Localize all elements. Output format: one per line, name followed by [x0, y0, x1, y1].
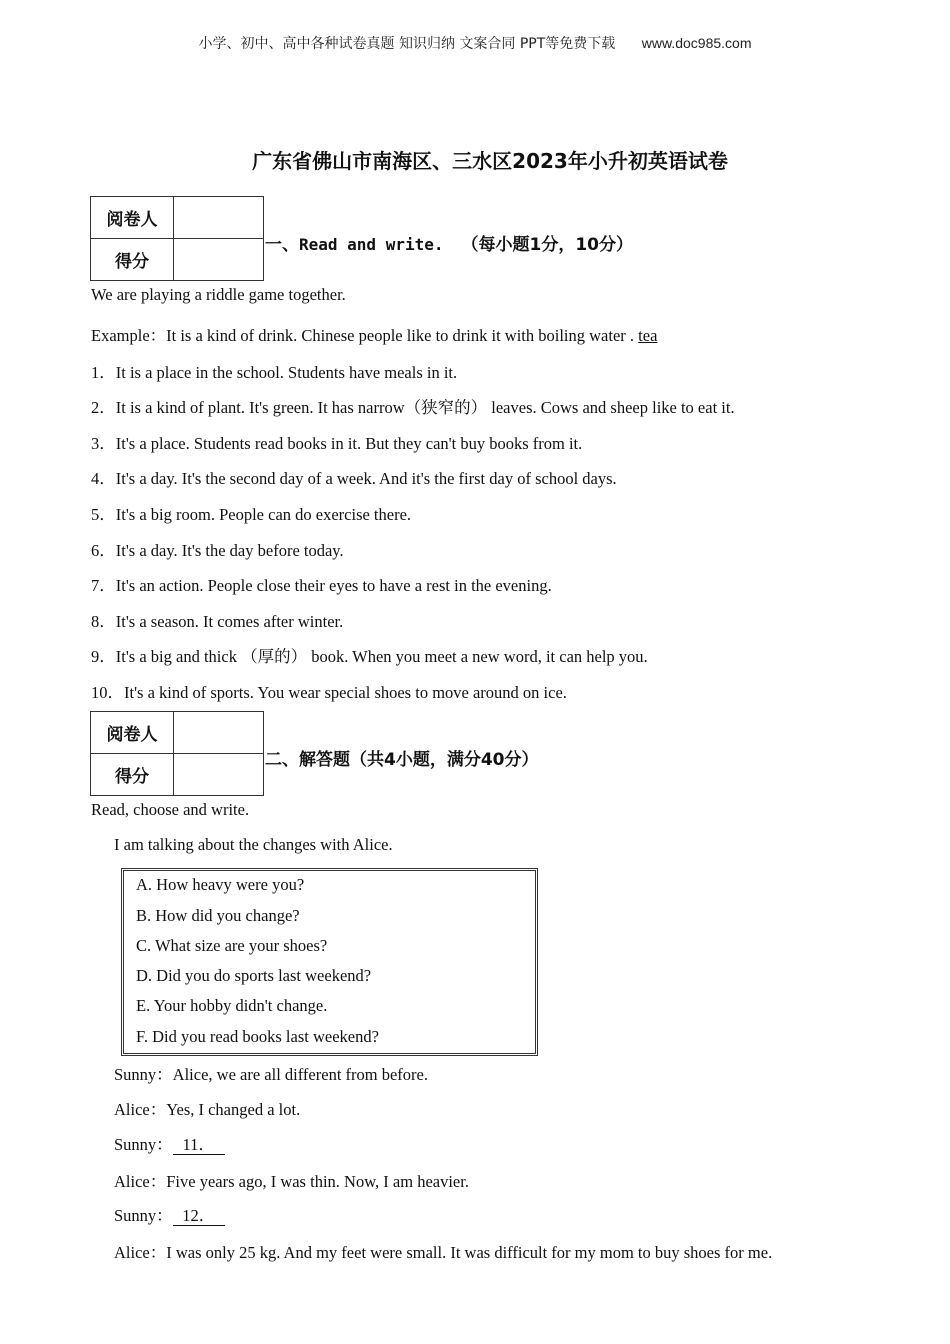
section2-title: 二、解答题（共4小题，满分40分） [265, 750, 539, 770]
dialogue-line: Alice：I was only 25 kg. And my feet were small. It was difficult for my mom to buy shoes for me. [114, 1243, 773, 1262]
answer-blank-12[interactable]: 12． [173, 1207, 225, 1226]
dialogue-line: Sunny： 12． [114, 1202, 225, 1226]
header-text: 小学、初中、高中各种试卷真题 知识归纳 文案合同 PPT等免费下载 [198, 36, 616, 52]
option-item: C. What size are your shoes? [136, 936, 328, 955]
section1-title-en: Read and write. [299, 235, 444, 254]
question-item: 5．It's a big room. People can do exercise there. [91, 505, 412, 524]
score-label: 得分 [91, 754, 174, 796]
section1-intro: We are playing a riddle game together. [91, 285, 346, 304]
dialogue-line: Alice：Yes, I changed a lot. [114, 1100, 301, 1119]
score-label: 得分 [91, 239, 174, 281]
score-table-1 [90, 196, 264, 281]
header-site-link[interactable]: www.doc985.com [641, 35, 752, 51]
question-item: 10．It's a kind of sports. You wear special shoes to move around on ice. [91, 683, 567, 702]
reviewer-cell [174, 712, 264, 754]
section2-intro: I am talking about the changes with Alice. [114, 835, 393, 854]
options-box [121, 868, 538, 1056]
score-cell [174, 754, 264, 796]
score-table-2 [90, 711, 264, 796]
reviewer-cell [174, 197, 264, 239]
option-item: F. Did you read books last weekend? [136, 1027, 379, 1046]
option-item: E. Your hobby didn't change. [136, 996, 328, 1015]
reviewer-label: 阅卷人 [91, 712, 174, 754]
question-item: 3．It's a place. Students read books in it. But they can't buy books from it. [91, 434, 583, 453]
option-item: D. Did you do sports last weekend? [136, 966, 372, 985]
question-item: 7．It's an action. People close their eyes to have a rest in the evening. [91, 576, 552, 595]
question-item: 1．It is a place in the school. Students have meals in it. [91, 363, 458, 382]
dialogue-line: Sunny： 11． [114, 1131, 225, 1155]
score-cell [174, 239, 264, 281]
option-item: B. How did you change? [136, 906, 300, 925]
section1-title-cn: （每小题1分，10分） [461, 235, 633, 255]
example-answer: tea [638, 326, 658, 345]
page-header [0, 33, 950, 53]
option-item: A. How heavy were you? [136, 875, 305, 894]
question-item: 8．It's a season. It comes after winter. [91, 612, 344, 631]
exam-title: 广东省佛山市南海区、三水区2023年小升初英语试卷 [252, 149, 728, 173]
answer-blank-11[interactable]: 11． [173, 1136, 225, 1155]
question-item: 6．It's a day. It's the day before today. [91, 541, 344, 560]
dialogue-line: Alice：Five years ago, I was thin. Now, I am heavier. [114, 1172, 469, 1191]
question-item: 9．It's a big and thick （厚的） book. When you meet a new word, it can help you. [91, 647, 648, 666]
question-item: 2．It is a kind of plant. It's green. It has narrow（狭窄的） leaves. Cows and sheep like to eat it. [91, 398, 735, 417]
reviewer-label: 阅卷人 [91, 197, 174, 239]
section2-instruction: Read, choose and write. [91, 800, 250, 819]
dialogue-line: Sunny：Alice, we are all different from before. [114, 1065, 428, 1084]
question-item: 4．It's a day. It's the second day of a week. And it's the first day of school days. [91, 469, 617, 488]
section1-title: 一、Read and write. （每小题1分，10分） [265, 235, 633, 255]
example-line: Example：It is a kind of drink. Chinese people like to drink it with boiling water . tea [91, 326, 658, 345]
